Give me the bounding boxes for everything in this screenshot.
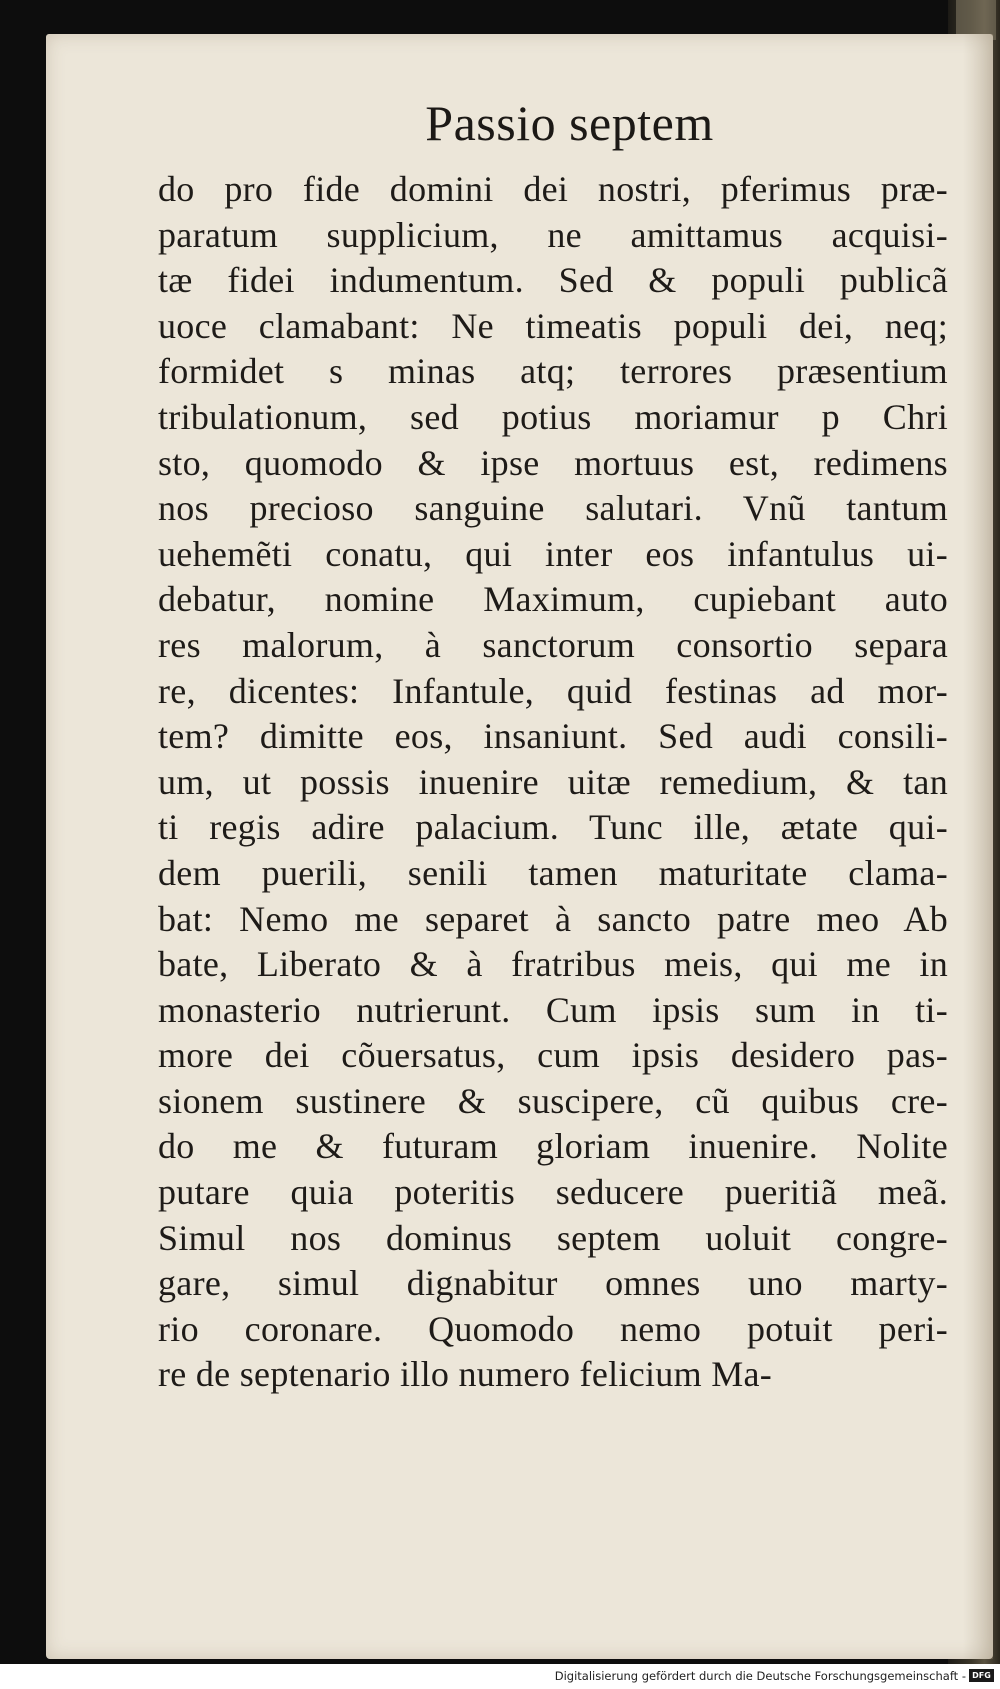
digitization-footer [0, 1664, 1000, 1689]
text-line: nos precioso sanguine salutari. Vnũ tantum [158, 488, 948, 529]
text-line: debatur, nomine Maximum, cupiebant auto [158, 579, 948, 620]
text-line: um, ut possis inuenire uitæ remedium, & tan [158, 761, 948, 802]
running-head: Passio septem [425, 95, 714, 151]
text-line: uehemẽti conatu, qui inter eos infantulus ui- [158, 533, 948, 574]
text-line: re de septenario illo numero felicium Ma- [158, 1354, 773, 1395]
text-line: res malorum, à sanctorum consortio separa [158, 624, 948, 665]
text-line: gare, simul dignabitur omnes uno marty- [158, 1263, 948, 1304]
text-line: do me & futuram gloriam inuenire. Nolite [158, 1126, 948, 1167]
funding-credit: Digitalisierung gefördert durch die Deutsche Forschungsgemeinschaft - [554, 1669, 966, 1683]
text-line: rio coronare. Quomodo nemo potuit peri- [158, 1308, 948, 1349]
text-line: do pro fide domini dei nostri, pferimus præ- [158, 169, 948, 209]
text-line: more dei cõuersatus, cum ipsis desidero pas- [158, 1035, 948, 1076]
text-line: bat: Nemo me separet à sancto patre meo Ab [158, 898, 948, 939]
text-line: monasterio nutrierunt. Cum ipsis sum in ti- [158, 989, 948, 1030]
text-line: sionem sustinere & suscipere, cũ quibus cre- [158, 1080, 948, 1121]
text-line: tæ fidei indumentum. Sed & populi publicã [158, 260, 948, 301]
book-page [46, 34, 993, 1659]
text-line: formidet s minas atq; terrores præsentium [158, 351, 948, 392]
text-line: ti regis adire palacium. Tunc ille, ætate qui- [158, 807, 948, 848]
dfg-logo: DFG [969, 1669, 994, 1682]
text-line: tribulationum, sed potius moriamur p Chri [158, 396, 948, 437]
text-line: tem? dimitte eos, insaniunt. Sed audi consili- [158, 716, 948, 757]
text-line: dem puerili, senili tamen maturitate clama- [158, 852, 948, 893]
text-line: paratum supplicium, ne amittamus acquisi- [158, 214, 948, 255]
text-line: putare quia poteritis seducere pueritiã meã. [158, 1172, 948, 1213]
text-block [158, 167, 948, 1398]
text-line: re, dicentes: Infantule, quid festinas ad mor- [158, 670, 948, 711]
text-line: uoce clamabant: Ne timeatis populi dei, neq; [158, 305, 948, 346]
text-line: Simul nos dominus septem uoluit congre- [158, 1217, 948, 1258]
text-line: bate, Liberato & à fratribus meis, qui me in [158, 944, 948, 985]
text-line: sto, quomodo & ipse mortuus est, redimens [158, 442, 948, 483]
